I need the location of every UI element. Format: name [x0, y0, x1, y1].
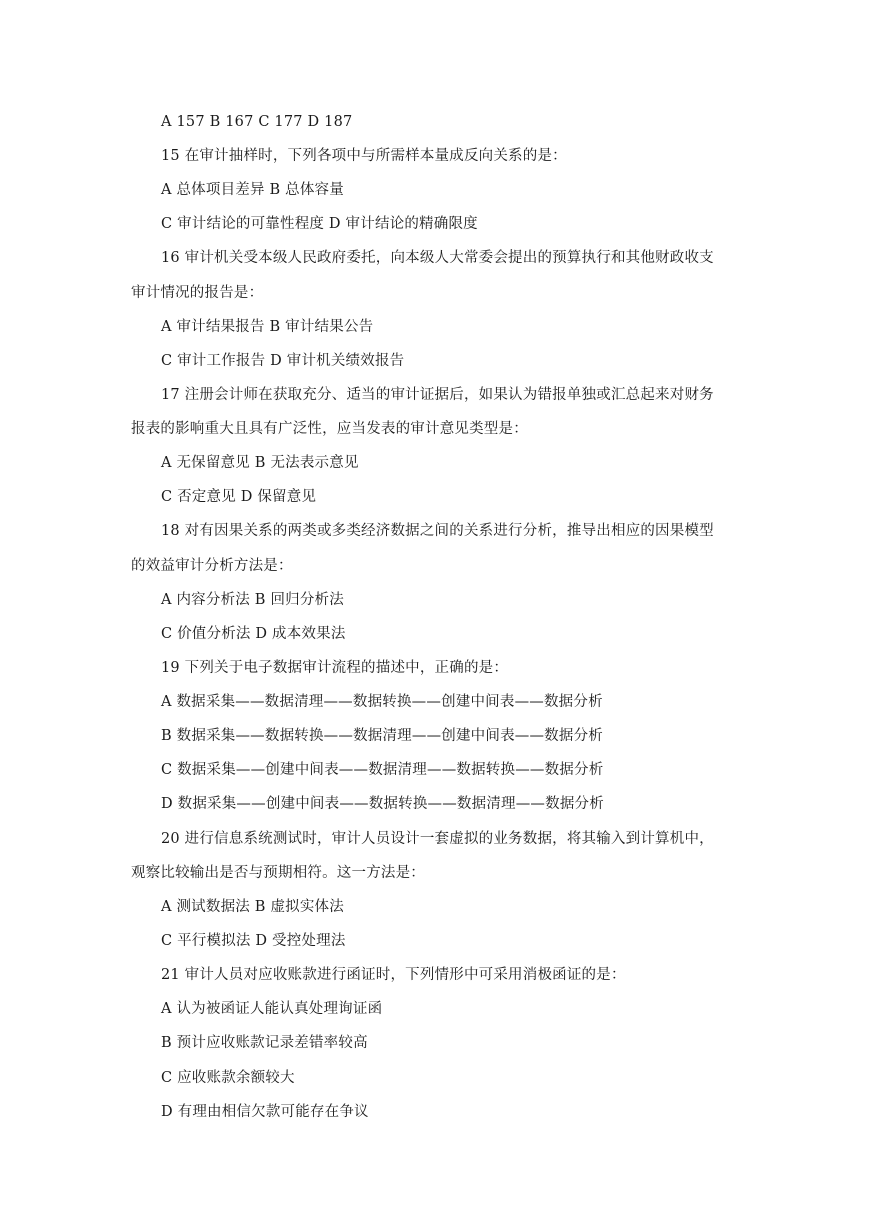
answer-options-line: A 数据采集——数据清理——数据转换——创建中间表——数据分析 — [161, 694, 603, 710]
question-18: 18 对有因果关系的两类或多类经济数据之间的关系进行分析，推导出相应的因果模型 — [161, 523, 714, 539]
answer-options-line: C 审计工作报告 D 审计机关绩效报告 — [161, 353, 405, 369]
answer-options-line: D 有理由相信欠款可能存在争议 — [161, 1104, 369, 1120]
question-19: 19 下列关于电子数据审计流程的描述中，正确的是： — [161, 660, 509, 676]
answer-options-line: C 否定意见 D 保留意见 — [161, 489, 317, 505]
answer-options-line: A 审计结果报告 B 审计结果公告 — [161, 319, 374, 335]
answer-options-line: C 数据采集——创建中间表——数据清理——数据转换——数据分析 — [161, 762, 604, 778]
answer-options-line: C 应收账款余额较大 — [161, 1070, 295, 1086]
question-18-continuation: 的效益审计分析方法是： — [131, 558, 293, 574]
question-16-continuation: 审计情况的报告是： — [131, 285, 264, 301]
answer-options-line: B 预计应收账款记录差错率较高 — [161, 1035, 368, 1051]
answer-options-line: A 测试数据法 B 虚拟实体法 — [161, 899, 344, 915]
answer-options-line: C 平行模拟法 D 受控处理法 — [161, 933, 346, 949]
question-21: 21 审计人员对应收账款进行函证时，下列情形中可采用消极函证的是： — [161, 967, 626, 983]
answer-options-line: C 审计结论的可靠性程度 D 审计结论的精确限度 — [161, 216, 478, 232]
answer-options-line: A 认为被函证人能认真处理询证函 — [161, 1001, 383, 1017]
question-20-continuation: 观察比较输出是否与预期相符。这一方法是： — [131, 865, 425, 881]
answer-options-line: A 157 B 167 C 177 D 187 — [161, 114, 353, 130]
question-16: 16 审计机关受本级人民政府委托，向本级人大常委会提出的预算执行和其他财政收支 — [161, 250, 714, 266]
answer-options-line: A 无保留意见 B 无法表示意见 — [161, 455, 359, 471]
answer-options-line: A 总体项目差异 B 总体容量 — [161, 182, 344, 198]
question-17: 17 注册会计师在获取充分、适当的审计证据后，如果认为错报单独或汇总起来对财务 — [161, 387, 714, 403]
answer-options-line: B 数据采集——数据转换——数据清理——创建中间表——数据分析 — [161, 728, 603, 744]
question-15: 15 在审计抽样时，下列各项中与所需样本量成反向关系的是： — [161, 148, 567, 164]
answer-options-line: A 内容分析法 B 回归分析法 — [161, 592, 344, 608]
answer-options-line: C 价值分析法 D 成本效果法 — [161, 626, 346, 642]
question-20: 20 进行信息系统测试时，审计人员设计一套虚拟的业务数据，将其输入到计算机中， — [161, 831, 714, 847]
question-17-continuation: 报表的影响重大且具有广泛性，应当发表的审计意见类型是： — [131, 421, 528, 437]
answer-options-line: D 数据采集——创建中间表——数据转换——数据清理——数据分析 — [161, 796, 604, 812]
